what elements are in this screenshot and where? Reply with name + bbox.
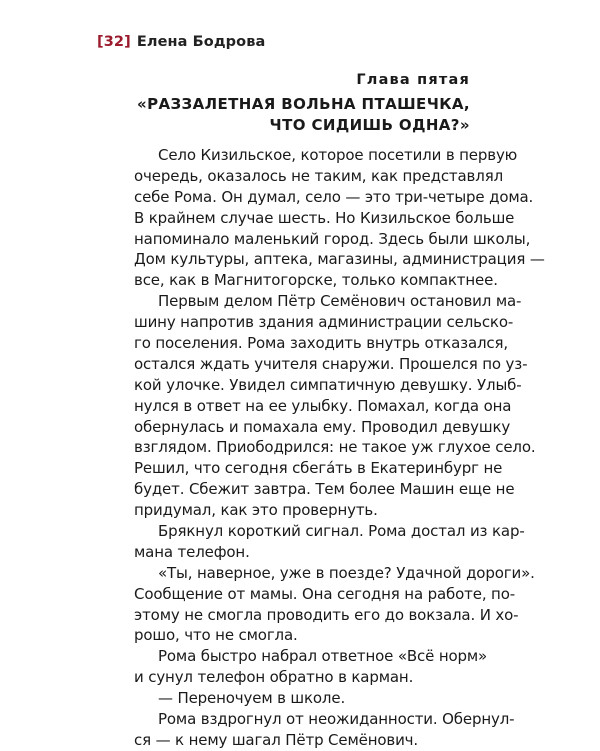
body-text — [134, 145, 545, 751]
text-line: рошо, что не смогла. — [134, 626, 298, 645]
text-line: придумал, как это провернуть. — [134, 501, 378, 520]
text-line: Село Кизильское, которое посетили в первую — [158, 146, 518, 164]
text-line: остался ждать учителя снаружи. Прошелся по уз- — [134, 354, 528, 373]
text-line: Первым делом Пётр Семёнович остановил ма- — [158, 292, 522, 311]
text-line: и сунул телефон обратно в карман. — [134, 668, 414, 687]
text-line: шину напротив здания администрации сельско- — [134, 313, 514, 332]
text-line: — Переночуем в школе. — [158, 689, 346, 708]
text-line: напоминало маленький город. Здесь были школы, — [134, 229, 531, 248]
text-line: нулся в ответ на ее улыбку. Помахал, когда она — [134, 396, 512, 415]
author-name: Елена Бодрова — [136, 34, 266, 50]
text-line: этому не смогла проводить его до вокзала. И хо- — [134, 605, 519, 624]
chapter-title — [137, 94, 470, 136]
running-header — [97, 34, 265, 50]
text-line: В крайнем случае шесть. Но Кизильское больше — [134, 208, 515, 227]
text-line: себе Рома. Он думал, село — это три-четыре дома. — [134, 187, 534, 206]
text-line: все, как в Магнитогорске, только компактнее. — [134, 271, 498, 290]
text-line: Дом культуры, аптека, магазины, администрация — — [134, 250, 545, 269]
text-line: взглядом. Приободрился: не такое уж глухое село. — [134, 438, 536, 457]
text-line: обернулась и помахала ему. Проводил девушку — [134, 417, 511, 436]
text-line: Рома вздрогнул от неожиданности. Обернул- — [158, 710, 515, 729]
text-line: мана телефон. — [134, 542, 250, 561]
chapter-title-line: ЧТО СИДИШЬ ОДНА?» — [269, 116, 470, 134]
text-line: будет. Сбежит завтра. Тем более Машин еще не — [134, 480, 515, 499]
text-line: «Ты, наверное, уже в поезде? Удачной дороги». — [158, 563, 535, 582]
chapter-title-line: «РАЗЗАЛЕТНАЯ ВОЛЬНА ПТАШЕЧКА, — [136, 95, 470, 113]
text-line: Рома быстро набрал ответное «Всё норм» — [158, 647, 488, 666]
chapter-label: Глава пятая — [356, 72, 470, 88]
text-line: Сообщение от мамы. Она сегодня на работе, по- — [134, 584, 516, 603]
text-line: ся — к нему шагал Пётр Семёнович. — [134, 730, 419, 749]
text-line: Брякнул короткий сигнал. Рома достал из кар- — [158, 522, 525, 541]
text-line: Решил, что сегодня сбегáть в Екатеринбург не — [134, 459, 503, 478]
page-number: [32] — [97, 34, 131, 50]
text-line: очередь, оказалось не таким, как представлял — [134, 166, 504, 185]
text-line: кой улочке. Увидел симпатичную девушку. Улыб- — [134, 375, 522, 394]
text-line: го поселения. Рома заходить внутрь отказался, — [134, 334, 509, 353]
